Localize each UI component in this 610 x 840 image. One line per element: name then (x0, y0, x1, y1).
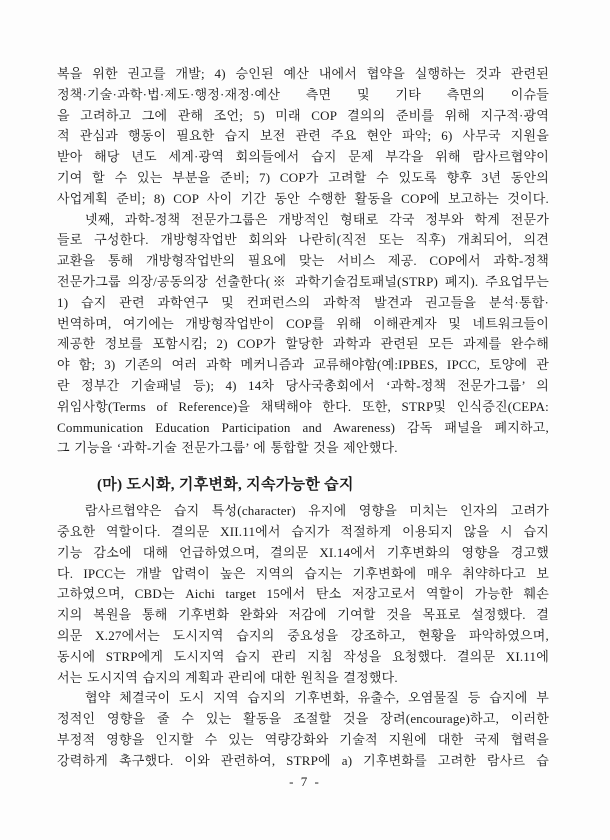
text-line: 사업계획 준비; 8) COP 사이 기간 동안 수행한 활동을 COP에 보고하는 것이다. (57, 190, 549, 206)
text-line: 들로 구성한다. 개방형작업반 회의와 나란히(직전 또는 직후) 개최되어, 의견 (57, 232, 549, 248)
text-line: 적 관심과 행동이 필요한 습지 보전 관련 주요 현안 파악; 6) 사무국 지원을 (57, 128, 549, 144)
text-line: 다. IPCC는 개발 압력이 높은 지역의 습지는 기후변화에 매우 취약하다고 보 (57, 565, 549, 581)
paragraph (57, 64, 549, 210)
text-line: Communication Education Participation and Awareness) 감독 패널을 폐지하고, (57, 419, 549, 435)
text-line: 부정적 영향을 인지할 수 있는 역량강화와 기술적 지원에 대한 국제 협력을 (57, 731, 549, 747)
text-line: 제공한 정보를 포함시킴; 2) COP가 할당한 과학과 관련된 모든 과제를 완수해 (57, 336, 549, 352)
text-line: 란 정부간 기술패널 등); 4) 14차 당사국총회에서 ‘과학-정책 전문가그룹’ 의 (57, 377, 549, 393)
text-line: 정책·기술·과학·법·제도·행정·재정·예산 측면 및 기타 측면의 이슈들 (57, 86, 549, 102)
text-line: 그 기능을 ‘과학-기술 전문가그룹’ 에 통합할 것을 제안했다. (57, 440, 398, 456)
text-line: 기능 감소에 대해 언급하였으며, 결의문 XI.14에서 기후변화의 영향을 경고했 (57, 544, 549, 560)
paragraph (57, 688, 549, 771)
text-line: 지의 복원을 통해 기후변화 완화와 저감에 기여할 것을 목표로 설정했다. 결 (57, 607, 549, 623)
text-line: 의문 X.27에서는 도시지역 습지의 중요성을 강조하고, 현황을 파악하였으며, (57, 627, 549, 643)
text-line: 협약 체결국이 도시 지역 습지의 기후변화, 유출수, 오염물질 등 습지에 부 (85, 690, 549, 706)
section-heading: (마) 도시화, 기후변화, 지속가능한 습지 (97, 477, 354, 494)
text-line: 고하였으며, CBD는 Aichi target 15에서 탄소 저장고로서 역할이 가능한 훼손 (57, 586, 549, 602)
text-line: 넷째, 과학-정책 전문가그룹은 개방적인 형태로 각국 정부와 학계 전문가 (85, 211, 549, 227)
text-line: 정적인 영향을 줄 수 있는 활동을 조절할 것을 장려(encourage)하고, 이러한 (57, 711, 549, 727)
paragraph (57, 501, 549, 688)
text-line: 교환을 통해 개방형작업반의 필요에 맞는 서비스 제공. COP에서 과학-정책 (57, 253, 549, 269)
text-line: 번역하며, 여기에는 개방형작업반이 COP를 위해 이해관계자 및 네트워크들이 (57, 315, 549, 331)
text-line: 서는 도시지역 습지의 계획과 관리에 대한 원칙을 결정했다. (57, 669, 398, 685)
text-line: 동시에 STRP에게 도시지역 습지 관리 지침 작성을 요청했다. 결의문 XI.11에 (57, 648, 549, 664)
document-body (57, 64, 549, 772)
text-line: 중요한 역할이다. 결의문 XII.11에서 습지가 적절하게 이용되지 않을 시 습지 (57, 523, 549, 539)
paragraph (57, 210, 549, 460)
page-number: - 7 - (289, 774, 321, 789)
text-line: 을 고려하고 그에 관해 조언; 5) 미래 COP 결의의 준비를 위해 지구적·광역 (57, 107, 549, 123)
text-line: 야 함; 3) 기존의 여러 과학 메커니즘과 교류해야함(예:IPBES, IPCC, 토양에 관 (57, 357, 549, 373)
text-line: 강력하게 촉구했다. 이와 관련하여, STRP에 a) 기후변화를 고려한 람사르 습 (57, 752, 549, 768)
text-line: 전문가그룹 의장/공동의장 선출한다(※ 과학기술검토패널(STRP) 폐지). 주요업무는 (57, 273, 549, 289)
text-line: 1) 습지 관련 과학연구 및 컨퍼런스의 과학적 발견과 권고들을 분석·통합· (57, 294, 549, 310)
text-line: 복을 위한 권고를 개발; 4) 승인된 예산 내에서 협약을 실행하는 것과 관련된 (57, 66, 549, 81)
text-line: 위임사항(Terms of Reference)을 채택해야 한다. 또한, STRP및 인식증진(CEPA: (57, 398, 549, 414)
text-line: 기여 할 수 있는 부분을 준비; 7) COP가 고려할 수 있도록 향후 3년 동안의 (57, 169, 549, 185)
text-line: 받아 해당 년도 세계·광역 회의들에서 습지 문제 부각을 위해 람사르협약이 (57, 149, 549, 165)
text-line: 람사르협약은 습지 특성(character) 유지에 영향을 미치는 인자의 고려가 (85, 503, 549, 519)
